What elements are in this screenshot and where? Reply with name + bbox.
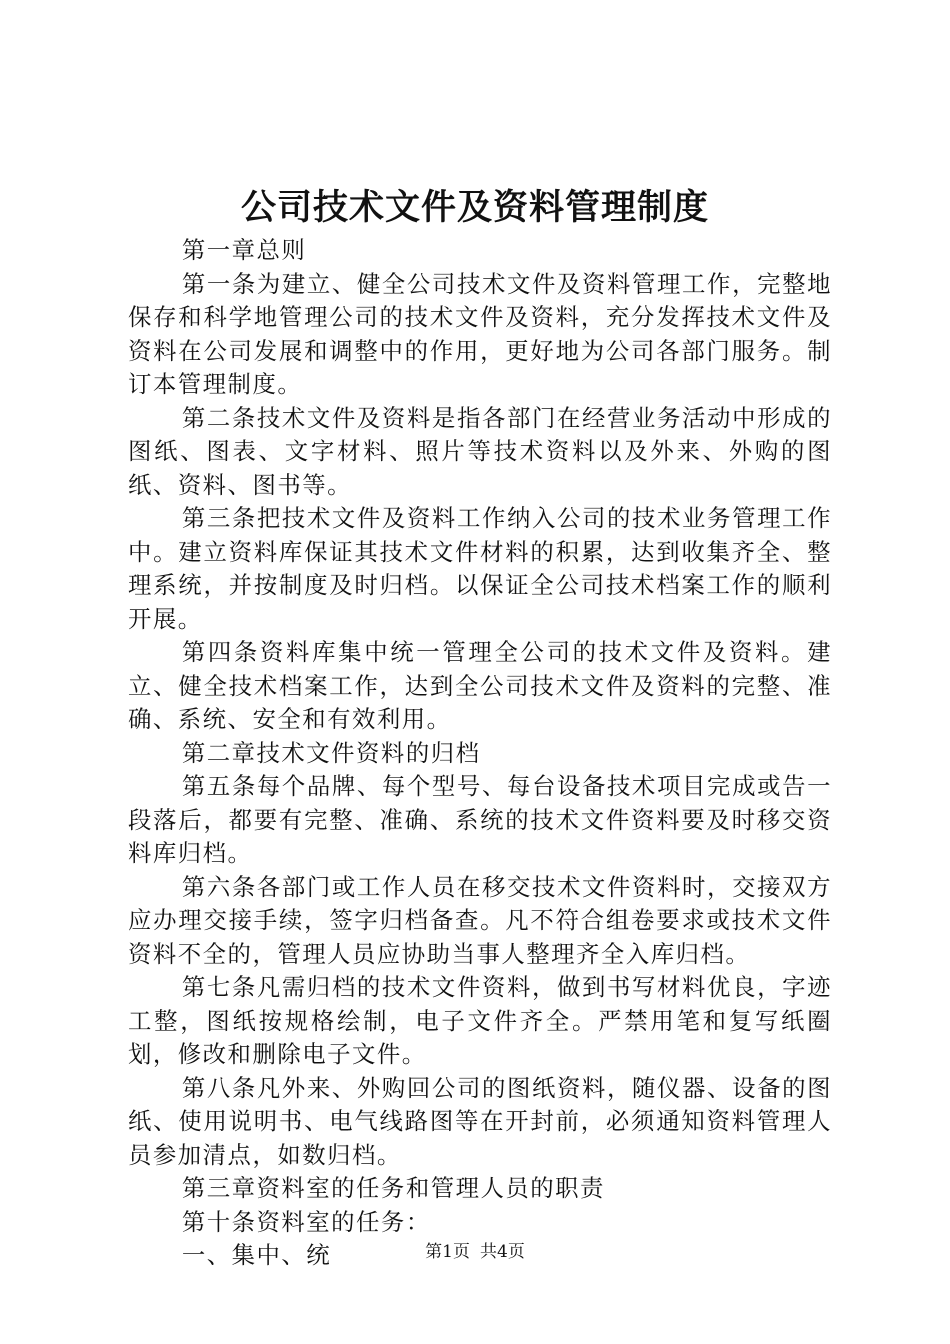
page-total: 共4页 <box>480 1242 525 1262</box>
list-item: 一、集中、统 <box>181 1241 332 1269</box>
chapter-heading: 第三章资料室的任务和管理人员的职责 <box>181 1174 605 1202</box>
document-body <box>128 234 832 1273</box>
page-footer <box>0 1240 950 1264</box>
article-paragraph: 第六条各部门或工作人员在移交技术文件资料时，交接双方应办理交接手续，签字归档备查。凡不符合组卷要求或技术文件资料不全的，管理人员应协助当事人整理齐全入库归档。 <box>128 872 832 968</box>
page-number: 第1页 <box>425 1242 470 1262</box>
article-paragraph: 第一条为建立、健全公司技术文件及资料管理工作，完整地保存和科学地管理公司的技术文件及资料，充分发挥技术文件及资料在公司发展和调整中的作用，更好地为公司各部门服务。制订本管理制度。 <box>128 269 832 398</box>
article-paragraph: 第二条技术文件及资料是指各部门在经营业务活动中形成的图纸、图表、文字材料、照片等技术资料以及外来、外购的图纸、资料、图书等。 <box>128 403 832 499</box>
chapter-heading: 第一章总则 <box>181 236 307 264</box>
chapter-heading: 第二章技术文件资料的归档 <box>181 738 481 767</box>
article-paragraph: 第十条资料室的任务： <box>181 1207 431 1236</box>
article-paragraph: 第五条每个品牌、每个型号、每台设备技术项目完成或告一段落后，都要有完整、准确、系统的技术文件资料要及时移交资料库归档。 <box>128 772 832 867</box>
article-paragraph: 第三条把技术文件及资料工作纳入公司的技术业务管理工作中。建立资料库保证其技术文件材料的积累，达到收集齐全、整理系统，并按制度及时归档。以保证全公司技术档案工作的顺利开展。 <box>128 504 832 633</box>
document-title: 公司技术文件及资料管理制度 <box>240 187 709 228</box>
article-paragraph: 第七条凡需归档的技术文件资料，做到书写材料优良，字迹工整，图纸按规格绘制，电子文件齐全。严禁用笔和复写纸圈划，修改和删除电子文件。 <box>128 973 832 1068</box>
article-paragraph: 第四条资料库集中统一管理全公司的技术文件及资料。建立、健全技术档案工作，达到全公司技术文件及资料的完整、准确、系统、安全和有效利用。 <box>128 638 832 733</box>
article-paragraph: 第八条凡外来、外购回公司的图纸资料，随仪器、设备的图纸、使用说明书、电气线路图等在开封前，必须通知资料管理人员参加清点，如数归档。 <box>128 1073 832 1169</box>
